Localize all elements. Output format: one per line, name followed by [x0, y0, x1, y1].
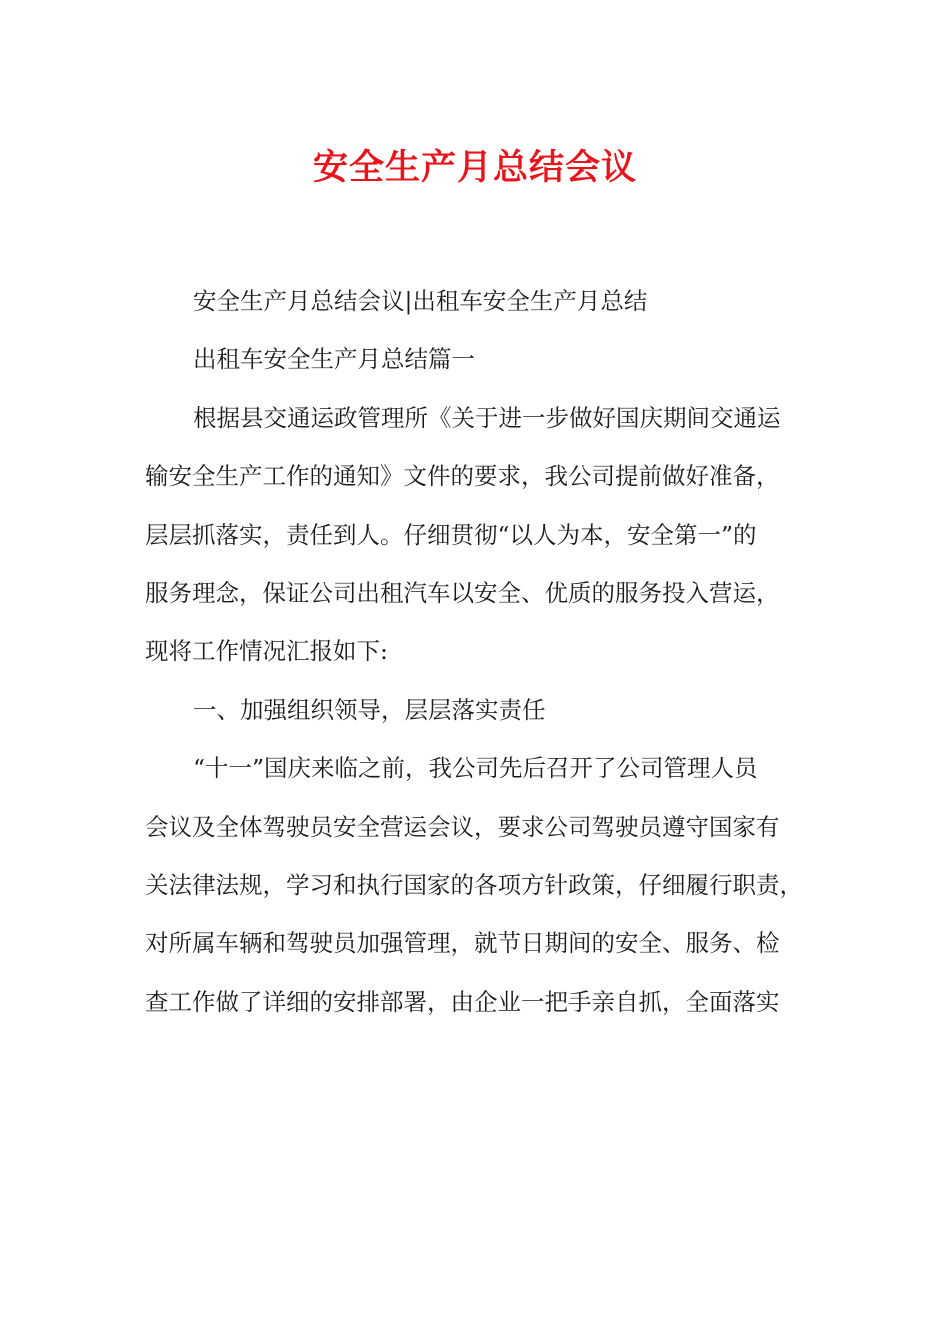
- body-line: 出租车安全生产月总结篇一: [193, 345, 475, 374]
- body-line: 服务理念，保证公司出租汽车以安全、优质的服务投入营运，: [145, 578, 780, 607]
- body-line: 查工作做了详细的安排部署，由企业一把手亲自抓，全面落实: [145, 987, 780, 1016]
- body-line: 会议及全体驾驶员安全营运会议，要求公司驾驶员遵守国家有: [145, 812, 780, 841]
- body-line: 根据县交通运政管理所《关于进一步做好国庆期间交通运: [193, 403, 781, 432]
- document-body: [145, 272, 815, 1031]
- document-title: 安全生产月总结会议: [312, 148, 637, 188]
- body-line: 一、加强组织领导，层层落实责任: [193, 695, 546, 724]
- body-line: 对所属车辆和驾驶员加强管理，就节日期间的安全、服务、检: [145, 929, 780, 958]
- body-line: 层层抓落实，责任到人。仔细贯彻“以人为本，安全第一”的: [145, 520, 757, 549]
- body-line: 关法律法规，学习和执行国家的各项方针政策，仔细履行职责，: [145, 870, 803, 899]
- body-line: 安全生产月总结会议|出租车安全生产月总结: [193, 287, 648, 315]
- body-line: 现将工作情况汇报如下:: [145, 637, 388, 666]
- body-line: “十一”国庆来临之前，我公司先后召开了公司管理人员: [193, 754, 758, 783]
- body-line: 输安全生产工作的通知》文件的要求，我公司提前做好准备，: [145, 462, 780, 491]
